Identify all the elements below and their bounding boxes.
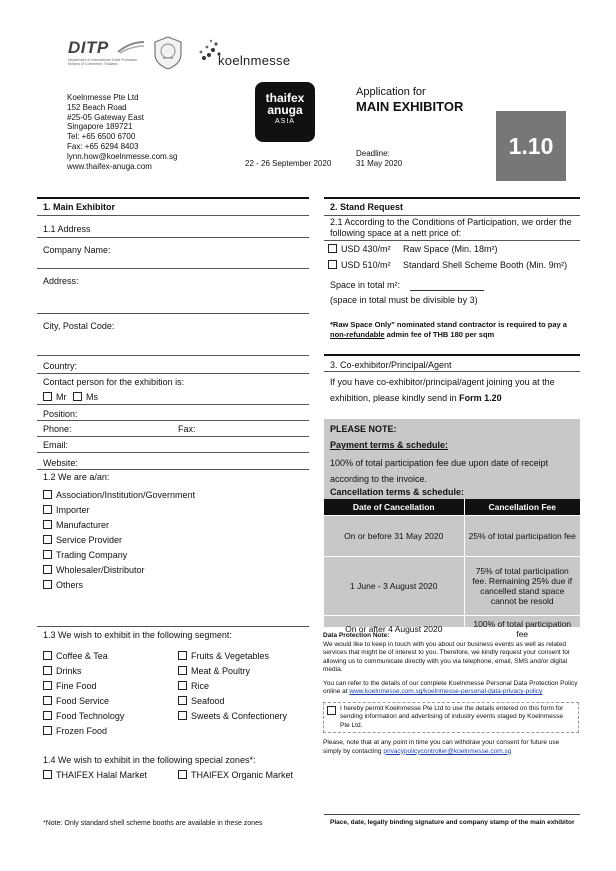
shell-scheme-checkbox[interactable]: [328, 260, 337, 269]
signature-label: Place, date, legally binding signature and company stamp of the main exhibitor: [330, 819, 575, 826]
segment-label: Coffee & Tea: [56, 651, 108, 661]
shell-scheme-desc: Standard Shell Scheme Booth (Min. 9m²): [403, 260, 568, 270]
payment-terms-heading: Payment terms & schedule:: [330, 440, 449, 450]
segment-option[interactable]: [43, 679, 124, 694]
privacy-email-link[interactable]: privacypolicycontroller@koelnmesse.com.sg: [383, 747, 512, 755]
fax-label[interactable]: Fax:: [178, 424, 196, 434]
table-cell-fee: 25% of total participation fee: [464, 516, 580, 557]
zone-organic-checkbox[interactable]: [178, 770, 187, 779]
signature-line: [324, 814, 580, 815]
withdraw-consent: [323, 739, 579, 756]
deadline-date: 31 May 2020: [356, 159, 403, 168]
space-total-note: (space in total must be divisible by 3): [330, 295, 478, 305]
data-protection-block: [323, 632, 579, 756]
space-total-line: [410, 290, 484, 291]
we-are-option-label: Association/Institution/Government: [56, 490, 196, 500]
organiser-fax: Fax: +65 6294 8403: [67, 141, 139, 151]
zone-halal-option[interactable]: [43, 770, 147, 780]
segment-list-col1: [43, 649, 124, 739]
segment-checkbox[interactable]: [178, 666, 187, 675]
phone-label[interactable]: Phone:: [43, 424, 72, 434]
consent-checkbox[interactable]: [327, 706, 336, 715]
segment-heading: 1.3 We wish to exhibit in the following segment:: [43, 630, 232, 640]
thaifex-logo-line2: anuga: [267, 103, 303, 117]
segment-checkbox[interactable]: [178, 651, 187, 660]
segment-checkbox[interactable]: [43, 696, 52, 705]
table-cell-fee: 75% of total participation fee. Remaining 25% due if cancelled stand space cannot be resold: [464, 557, 580, 616]
we-are-checkbox[interactable]: [43, 490, 52, 499]
zone-organic-option[interactable]: [178, 770, 293, 780]
raw-space-option[interactable]: [328, 244, 498, 254]
table-cell-date: 1 June - 3 August 2020: [324, 557, 464, 616]
data-protection-policy: [323, 680, 579, 697]
form-number: 1.10: [508, 132, 554, 159]
thaifex-logo-line1: thaifex: [265, 91, 305, 105]
checkbox-ms[interactable]: [73, 392, 82, 401]
we-are-option[interactable]: [43, 548, 195, 563]
ministry-seal-icon: [154, 36, 182, 72]
title-mr-label: Mr: [56, 392, 67, 402]
privacy-policy-link[interactable]: www.koelnmesse.com.sg/koelnmesse-personal-data-privacy-policy: [349, 688, 543, 695]
country-label[interactable]: Country:: [43, 361, 78, 371]
checkbox-mr[interactable]: [43, 392, 52, 401]
zones-heading: 1.4 We wish to exhibit in the following special zones*:: [43, 755, 256, 765]
we-are-checkbox[interactable]: [43, 520, 52, 529]
segment-label: Food Service: [56, 696, 110, 706]
segment-checkbox[interactable]: [43, 666, 52, 675]
page-title: MAIN EXHIBITOR: [356, 99, 464, 114]
we-are-option[interactable]: [43, 488, 195, 503]
ditp-swoosh-icon: [116, 40, 146, 54]
address-heading: 1.1 Address: [43, 224, 91, 234]
segment-option[interactable]: [43, 724, 124, 739]
organiser-email: lynn.how@koelnmesse.com.sg: [67, 151, 178, 161]
segment-label: Frozen Food: [56, 726, 108, 736]
co-exhibitor-instructions: If you have co-exhibitor/principal/agent joining you at the exhibition, please kindly send in: [330, 377, 555, 403]
section-co-exhibitor-title: 3. Co-exhibitor/Principal/Agent: [330, 360, 452, 370]
segment-checkbox[interactable]: [178, 711, 187, 720]
organiser-unit: #25-05 Gateway East: [67, 112, 144, 122]
stand-intro: 2.1 According to the Conditions of Participation, we order the following space at a nett price of:: [330, 217, 572, 238]
organiser-name: Koelnmesse Pte Ltd: [67, 93, 139, 102]
data-protection-text: We would like to keep in touch with you about our business events as well as related services that might be of interest to you. Therefore, we kindly request your consent for allowing us to communicate directly with you via telephone, email, SMS and/or digital media.: [323, 640, 571, 673]
zone-organic-label: THAIFEX Organic Market: [191, 770, 294, 780]
zone-halal-label: THAIFEX Halal Market: [56, 770, 148, 780]
please-note-title: PLEASE NOTE:: [330, 424, 397, 434]
contact-person-label: Contact person for the exhibition is:: [43, 377, 185, 387]
segment-label: Seafood: [191, 696, 225, 706]
space-total-label[interactable]: Space in total m²:: [330, 280, 401, 290]
segment-checkbox[interactable]: [43, 681, 52, 690]
segment-label: Fruits & Vegetables: [191, 651, 270, 661]
title-ms-label: Ms: [86, 392, 98, 402]
segment-option[interactable]: [178, 649, 287, 664]
raw-note-part1: *Raw Space Only" nominated stand contractor is required to pay a: [330, 320, 567, 329]
segment-option[interactable]: [178, 709, 287, 724]
segment-label: Rice: [191, 681, 210, 691]
co-exhibitor-form-ref: Form 1.20: [459, 393, 502, 403]
thaifex-anuga-logo: [255, 82, 315, 142]
table-row: [324, 516, 580, 557]
table-header-date: Date of Cancellation: [324, 499, 464, 516]
segment-label: Food Technology: [56, 711, 125, 721]
organiser-website: www.thaifex-anuga.com: [67, 161, 152, 171]
we-are-checkbox[interactable]: [43, 565, 52, 574]
segment-label: Sweets & Confectionery: [191, 711, 288, 721]
raw-space-checkbox[interactable]: [328, 244, 337, 253]
segment-label: Fine Food: [56, 681, 97, 691]
segment-label: Meat & Poultry: [191, 666, 251, 676]
table-header-fee: Cancellation Fee: [464, 499, 580, 516]
table-cell-fee: 100% of total participation fee: [464, 616, 580, 643]
ditp-subtitle: Department of International Trade Promotion Ministry of Commerce, Thailand: [68, 58, 138, 66]
position-label[interactable]: Position:: [43, 409, 78, 419]
we-are-option-label: Others: [56, 580, 84, 590]
zone-halal-checkbox[interactable]: [43, 770, 52, 779]
we-are-option-label: Service Provider: [56, 535, 123, 545]
we-are-checkbox[interactable]: [43, 550, 52, 559]
table-cell-date: On or after 4 August 2020: [324, 616, 464, 643]
consent-text: I hereby permit Koelnmesse Pte Ltd to use the details entered on this form for sending information and advertising of industry events staged by Koelnmesse Pte Ltd.: [340, 704, 564, 729]
raw-space-desc: Raw Space (Min. 18m²): [403, 244, 498, 254]
we-are-option[interactable]: [43, 563, 195, 578]
event-dates: 22 - 26 September 2020: [245, 159, 332, 168]
segment-option[interactable]: [43, 649, 124, 664]
segment-checkbox[interactable]: [43, 651, 52, 660]
koelnmesse-logo: [198, 38, 298, 68]
deadline-label: Deadline:: [356, 149, 390, 158]
organiser-address-block: [67, 93, 177, 171]
table-cell-date: On or before 31 May 2020: [324, 516, 464, 557]
we-are-option-label: Importer: [56, 505, 90, 515]
title-mr-option[interactable]: [43, 392, 67, 402]
thaifex-logo-line3: ASIA: [275, 118, 295, 125]
shell-scheme-price: USD 510/m²: [341, 260, 391, 270]
payment-terms-text: 100% of total participation fee due upon date of receipt according to the invoice.: [330, 458, 549, 484]
segment-option[interactable]: [178, 664, 287, 679]
we-are-option-label: Trading Company: [56, 550, 128, 560]
koelnmesse-logo-text: koelnmesse: [218, 53, 291, 68]
data-protection-title: Data Protection Note:: [323, 632, 390, 639]
zones-note: *Note: Only standard shell scheme booths are available in these zones: [43, 820, 263, 827]
segment-option[interactable]: [43, 664, 124, 679]
raw-space-contractor-note: [330, 320, 576, 340]
ditp-logo-text: DITP: [68, 38, 109, 57]
raw-space-price: USD 430/m²: [341, 244, 391, 254]
application-for: Application for: [356, 86, 426, 98]
cancellation-heading: Cancellation terms & schedule:: [330, 487, 465, 497]
we-are-checkbox[interactable]: [43, 535, 52, 544]
organiser-tel: Tel: +65 6500 6700: [67, 132, 136, 142]
we-are-option[interactable]: [43, 518, 195, 533]
company-name-label[interactable]: Company Name:: [43, 245, 111, 255]
raw-note-nonrefundable: non-refundable: [330, 330, 385, 339]
segment-option[interactable]: [43, 694, 124, 709]
title-ms-option[interactable]: [73, 392, 98, 402]
email-label[interactable]: Email:: [43, 440, 69, 450]
address-label[interactable]: Address:: [43, 276, 79, 286]
cancellation-table: [324, 499, 580, 643]
we-are-option[interactable]: [43, 578, 195, 593]
segment-option[interactable]: [178, 679, 287, 694]
we-are-checkbox[interactable]: [43, 505, 52, 514]
raw-note-part2: admin fee of THB 180 per sqm: [384, 330, 495, 339]
organiser-city: Singapore 189721: [67, 122, 133, 132]
ditp-logo: [68, 38, 148, 68]
withdraw-consent-text: Please, note that at any point in time you can withdraw your consent for future use simply by contacting: [323, 739, 560, 755]
city-postal-label[interactable]: City, Postal Code:: [43, 321, 115, 331]
segment-checkbox[interactable]: [178, 681, 187, 690]
we-are-option-label: Wholesaler/Distributor: [56, 565, 145, 575]
form-number-badge: [496, 111, 566, 181]
data-protection-policy-text: You can refer to the details of our complete Koelnmesse Personal Data Protection Policy online at: [323, 679, 578, 695]
shell-scheme-option[interactable]: [328, 260, 567, 270]
we-are-option-label: Manufacturer: [56, 520, 110, 530]
website-label[interactable]: Website:: [43, 458, 78, 468]
we-are-heading: 1.2 We are a/an:: [43, 472, 110, 482]
we-are-list: [43, 488, 195, 593]
section-main-exhibitor-title: 1. Main Exhibitor: [43, 202, 116, 212]
we-are-option[interactable]: [43, 533, 195, 548]
segment-option[interactable]: [43, 709, 124, 724]
segment-list-col2: [178, 649, 287, 724]
segment-option[interactable]: [178, 694, 287, 709]
consent-box[interactable]: [323, 702, 579, 734]
segment-checkbox[interactable]: [43, 711, 52, 720]
we-are-checkbox[interactable]: [43, 580, 52, 589]
organiser-street: 152 Beach Road: [67, 102, 127, 112]
segment-checkbox[interactable]: [178, 696, 187, 705]
section-stand-request-title: 2. Stand Request: [330, 202, 404, 212]
table-row: [324, 557, 580, 616]
we-are-option[interactable]: [43, 503, 195, 518]
segment-label: Drinks: [56, 666, 82, 676]
co-exhibitor-text: [330, 374, 576, 406]
segment-checkbox[interactable]: [43, 726, 52, 735]
